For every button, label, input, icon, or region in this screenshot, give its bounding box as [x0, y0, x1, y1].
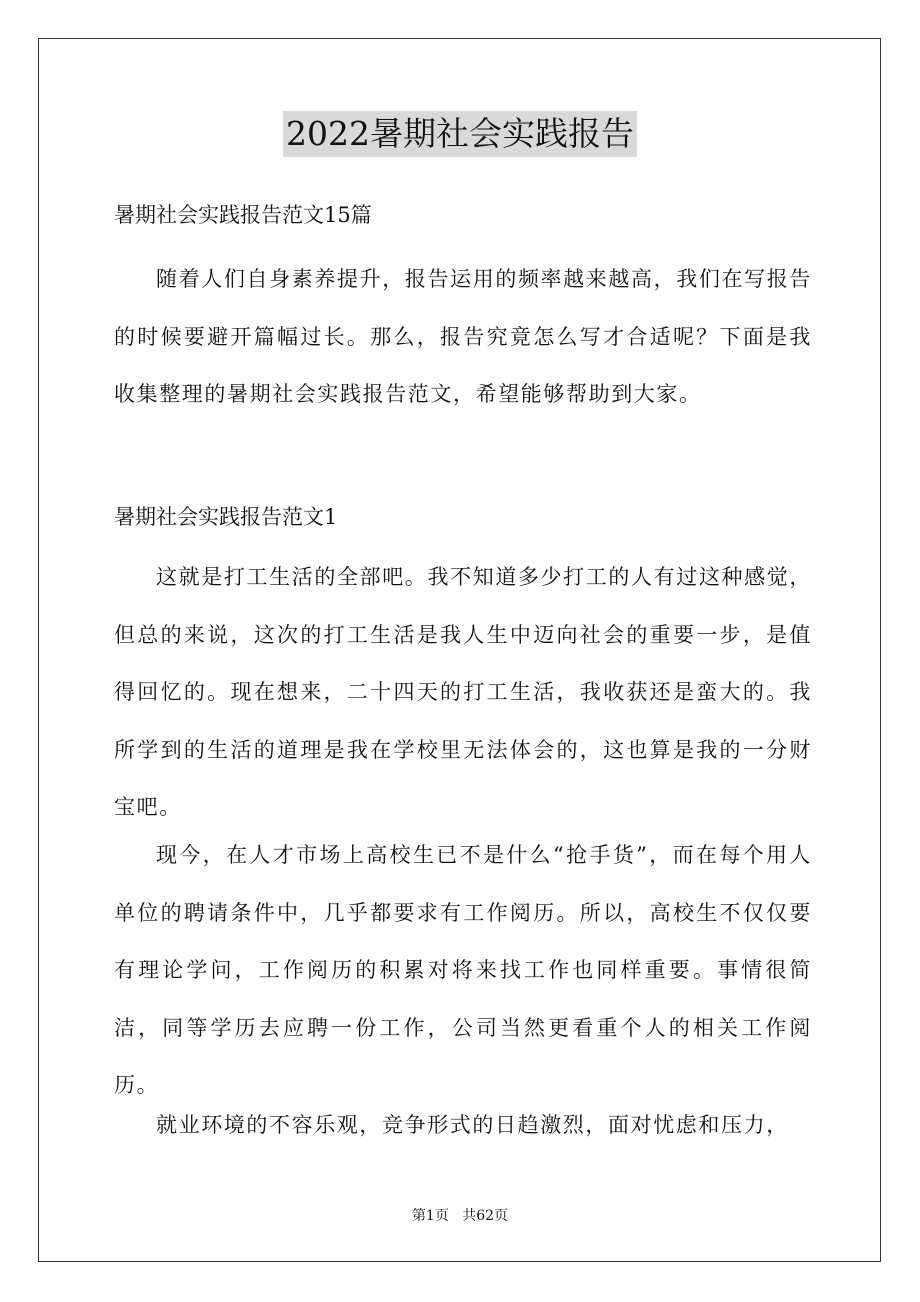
- title-container: [0, 111, 920, 157]
- page-total: 共62页: [462, 1208, 509, 1224]
- page-footer: [0, 1206, 920, 1226]
- section-heading: 暑期社会实践报告范文1: [114, 505, 338, 529]
- intro-paragraph: 随着人们自身素养提升，报告运用的频率越来越高，我们在写报告的时候要避开篇幅过长。那么，报告究竟怎么写才合适呢？下面是我收集整理的暑期社会实践报告范文，希望能够帮助到大家。: [114, 267, 812, 407]
- body-paragraph-1: 这就是打工生活的全部吧。我不知道多少打工的人有过这种感觉，但总的来说，这次的打工生活是我人生中迈向社会的重要一步，是值得回忆的。现在想来，二十四天的打工生活，我收获还是蛮大的。我所学到的生活的道理是我在学校里无法体会的，这也算是我的一分财宝吧。: [114, 565, 812, 820]
- document-title: 2022暑期社会实践报告: [283, 111, 637, 157]
- body-paragraph-3: 就业环境的不容乐观，竞争形式的日趋激烈，面对忧虑和压力，: [156, 1113, 789, 1137]
- document-subtitle: 暑期社会实践报告范文15篇: [114, 203, 372, 227]
- page-number: 第1页: [411, 1208, 449, 1224]
- body-paragraph-2: 现今，在人才市场上高校生已不是什么“抢手货”，而在每个用人单位的聘请条件中，几乎都要求有工作阅历。所以，高校生不仅仅要有理论学问，工作阅历的积累对将来找工作也同样重要。事情很简洁，同等学历去应聘一份工作，公司当然更看重个人的相关工作阅历。: [114, 843, 812, 1098]
